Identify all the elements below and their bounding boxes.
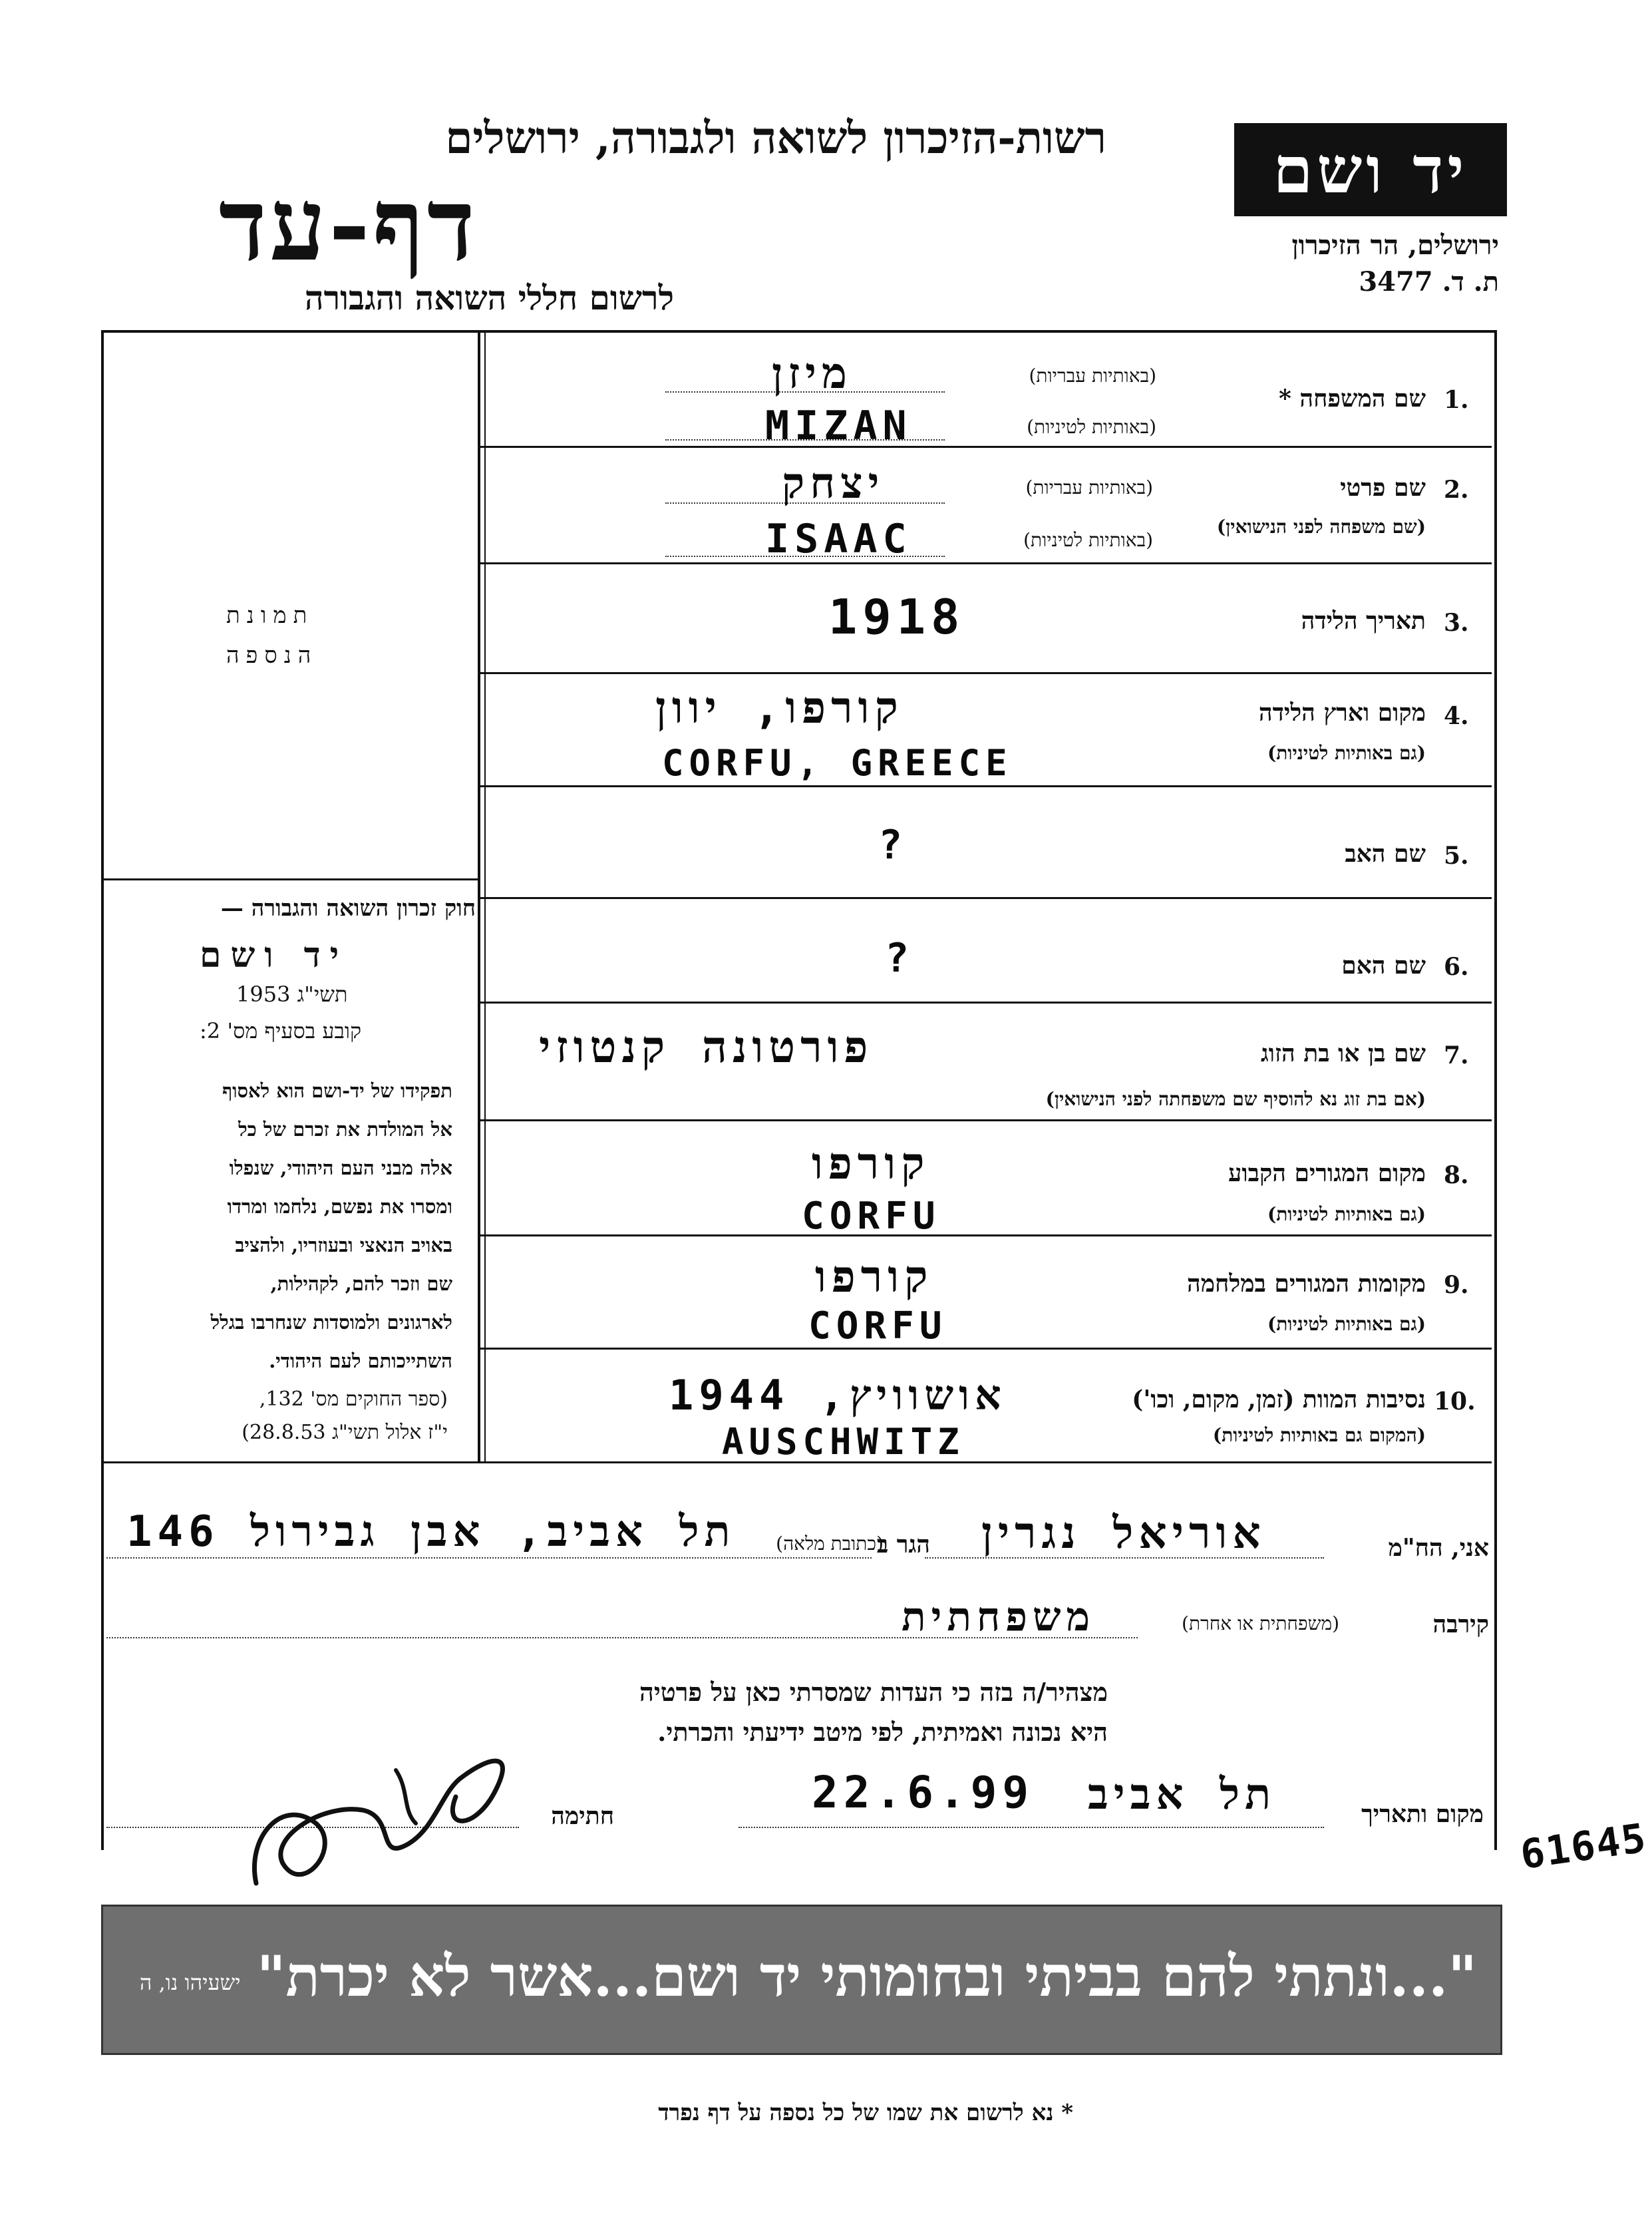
field-label-wartime-residence: מקומות המגורים במלחמה	[1187, 1270, 1426, 1298]
handwritten-signature	[243, 1730, 536, 1903]
field-number: 3.	[1444, 609, 1469, 637]
statement-line-2: היא נכונה ואמיתית, לפי מיטב ידיעתי והכרתי.	[657, 1717, 1108, 1747]
statement-line-1: מצהיר/ה בזה כי העדות שמסרתי כאן על פרטיה	[639, 1677, 1108, 1707]
declarant-name[interactable]: אוריאל נגרין	[981, 1507, 1266, 1559]
inner-left-rule	[484, 330, 486, 1461]
law-text-line: תפקידו של יד-ושם הוא לאסוף	[222, 1079, 452, 1102]
value-permanent-residence-latin[interactable]: CORFU	[802, 1195, 941, 1238]
declarant-label: אני, הח"מ	[1388, 1534, 1489, 1562]
row-separator	[478, 672, 1492, 674]
law-year: תשי"ג 1953	[236, 982, 348, 1007]
declarant-address[interactable]: תל אביב, אבן גבירול 146	[126, 1507, 736, 1557]
field-number: 2.	[1444, 476, 1469, 504]
row-separator	[478, 785, 1492, 787]
law-reference-1: (ספר החוקים מס' 132,	[259, 1388, 448, 1411]
row-separator	[478, 1234, 1492, 1236]
form-subtitle: לרשום חללי השואה והגבורה	[304, 278, 674, 317]
fill-line	[106, 1557, 872, 1559]
hint-latin-letters: (באותיות לטיניות)	[1023, 529, 1153, 551]
banner-quote: "...ונתתי להם בביתי ובחומותי יד ושם...אשר לא יכרת"	[256, 1943, 1477, 2009]
field-label-permanent-residence: מקום המגורים הקבוע	[1228, 1159, 1426, 1187]
law-reference-2: י"ז אלול תשי"ג 28.8.53)	[242, 1421, 448, 1444]
value-death-place-latin[interactable]: AUSCHWITZ	[722, 1421, 965, 1463]
field-sub-spouse-maiden: (אם בת זוג נא להוסיף שם משפחתה לפני הנישואין)	[1045, 1088, 1426, 1110]
address-line-2: ת. ד. 3477	[1359, 266, 1499, 297]
value-family-name-latin[interactable]: MIZAN	[765, 403, 912, 449]
address-hint: (כתובת מלאה)	[776, 1533, 884, 1555]
row-separator	[478, 1002, 1492, 1004]
value-mother-name[interactable]: ?	[885, 935, 915, 982]
relation-value[interactable]: משפחתית	[902, 1594, 1096, 1640]
field-number: 5.	[1444, 842, 1469, 870]
field-label-birth-place: מקום וארץ הלידה	[1258, 699, 1426, 727]
form-name: דף-עד	[218, 166, 478, 283]
law-text-line: ומסרו את נפשם, נלחמו ומרדו	[227, 1195, 452, 1218]
field-label-family-name: שם המשפחה *	[1279, 385, 1426, 413]
row-separator	[478, 1119, 1492, 1121]
hint-hebrew-letters: (באותיות עבריות)	[1025, 476, 1153, 498]
row-separator	[478, 897, 1492, 899]
hint-latin-letters: (באותיות לטיניות)	[1027, 416, 1156, 438]
value-birth-place-latin[interactable]: CORFU, GREECE	[662, 742, 1013, 784]
value-father-name[interactable]: ?	[878, 822, 908, 868]
field-label-father-name: שם האב	[1345, 840, 1426, 868]
field-sub-death-place-latin: (המקום גם באותיות לטיניות)	[1212, 1424, 1426, 1446]
field-number: 10.	[1434, 1388, 1476, 1415]
field-number: 6.	[1444, 953, 1469, 981]
banner-source: ישעיהו נו, ה	[140, 1970, 241, 1995]
field-label-birth-date: תאריך הלידה	[1301, 607, 1426, 635]
yad-vashem-logo	[1234, 123, 1507, 216]
law-text-line: השתייכותם לעם היהודי.	[269, 1350, 452, 1372]
place-date-label: מקום ותאריך	[1361, 1800, 1484, 1828]
field-number: 7.	[1444, 1041, 1469, 1069]
law-heading: חוק זכרון השואה והגבורה —	[220, 895, 476, 922]
left-column-divider	[478, 330, 480, 1461]
field-number: 8.	[1444, 1161, 1469, 1189]
quote-banner	[101, 1905, 1502, 2055]
photo-label-1: תמונת	[226, 602, 314, 629]
law-text-line: לארגונים ולמוסדות שנחרבו בגלל	[210, 1311, 452, 1334]
place-value[interactable]: תל אביב	[1088, 1770, 1277, 1819]
photo-label-2: הנספה	[226, 642, 318, 669]
value-wartime-residence-hebrew[interactable]: קורפו	[815, 1251, 933, 1302]
relation-label: קירבה	[1432, 1610, 1489, 1638]
law-text-line: באויב הנאצי ובעוזריו, ולהציב	[235, 1234, 452, 1256]
field-sub-latin: (גם באותיות לטיניות)	[1267, 1203, 1426, 1225]
field-label-mother-name: שם האם	[1341, 952, 1426, 980]
field-number: 9.	[1444, 1271, 1469, 1299]
field-sub-latin: (גם באותיות לטיניות)	[1267, 1313, 1426, 1335]
value-birth-place-hebrew[interactable]: קורפו, יוון	[655, 682, 904, 733]
value-death-circumstances-hebrew[interactable]: אושוויץ, 1944	[669, 1371, 1007, 1419]
value-birth-date[interactable]: 1918	[828, 589, 965, 645]
fill-line	[739, 1827, 1324, 1828]
law-text	[113, 1071, 452, 1380]
value-first-name-hebrew[interactable]: יצחק	[782, 459, 885, 508]
date-value[interactable]: 22.6.99	[812, 1767, 1035, 1818]
value-permanent-residence-hebrew[interactable]: קורפו	[812, 1138, 930, 1189]
row-separator	[478, 562, 1492, 564]
address-line-1: ירושלים, הר הזיכרון	[1291, 230, 1499, 261]
value-wartime-residence-latin[interactable]: CORFU	[808, 1304, 947, 1348]
field-label-first-name: שם פרטי	[1340, 474, 1426, 502]
value-first-name-latin[interactable]: ISAAC	[765, 516, 912, 562]
law-text-line: אלה מבני העם היהודי, שנפלו	[229, 1157, 452, 1179]
law-clause: קובע בסעיף מס' 2:	[200, 1018, 362, 1043]
row-separator	[478, 446, 1492, 448]
law-text-line: אל המולדת את זכרם של כל	[238, 1118, 452, 1141]
field-label-spouse-name: שם בן או בת הזוג	[1260, 1039, 1426, 1067]
value-family-name-hebrew[interactable]: מיזן	[772, 349, 852, 399]
field-number: 4.	[1444, 702, 1469, 730]
logo-text: יד ושם	[1273, 132, 1468, 208]
field-label-death-circumstances: נסיבות המוות (זמן, מקום, וכו')	[1132, 1386, 1426, 1413]
authority-title: רשות-הזיכרון לשואה ולגבורה, ירושלים	[445, 112, 1106, 164]
law-title: יד ושם	[200, 935, 349, 976]
photo-law-separator	[101, 878, 478, 880]
field-sub-latin: (גם באותיות לטיניות)	[1267, 742, 1426, 764]
value-spouse-name[interactable]: פורטונה קנטוזי	[539, 1022, 874, 1073]
resident-label: הגר ב	[876, 1531, 930, 1559]
row-separator	[478, 1348, 1492, 1350]
relation-hint: (משפחתית או אחרת)	[1182, 1612, 1339, 1634]
footnote: * נא לרשום את שמו של כל נספה על דף נפרד	[658, 2100, 1073, 2126]
field-number: 1.	[1444, 386, 1469, 414]
law-text-line: שם וזכר להם, לקהילות,	[270, 1272, 452, 1295]
hint-hebrew-letters: (באותיות עבריות)	[1029, 365, 1156, 387]
signature-label: חתימה	[551, 1802, 614, 1830]
field-sub-maiden-name: (שם משפחה לפני הנישואין)	[1216, 516, 1426, 538]
archive-number: 61645	[1518, 1815, 1650, 1879]
